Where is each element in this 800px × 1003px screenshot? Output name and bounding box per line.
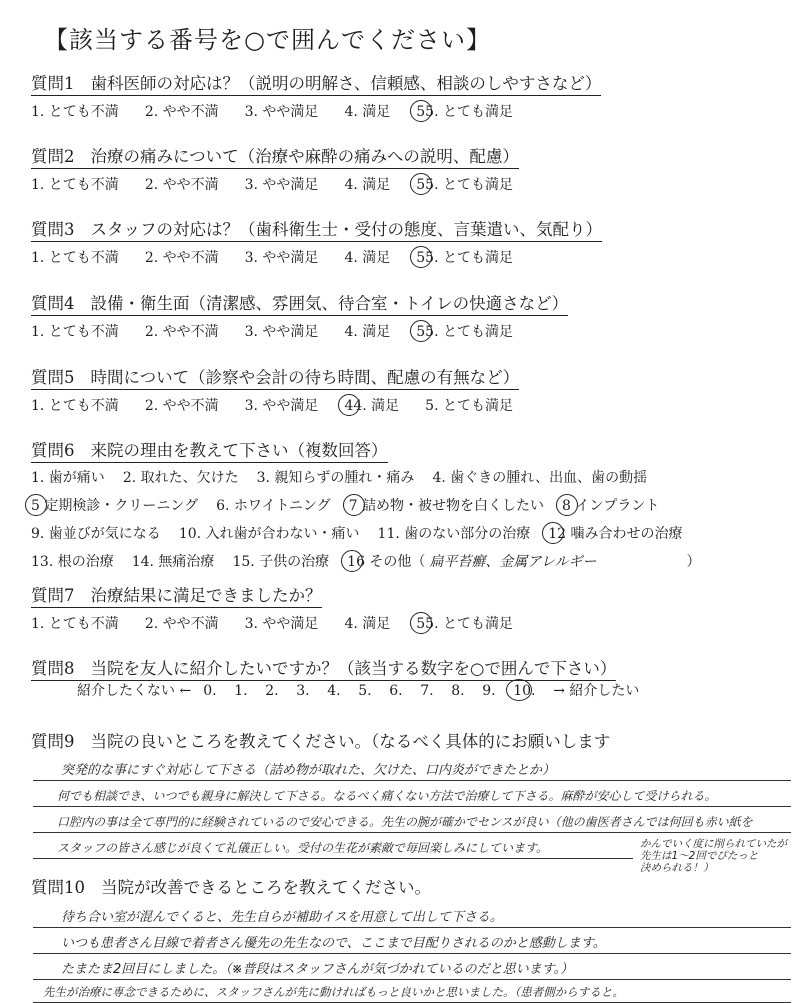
question-number: 質問9 <box>31 732 75 751</box>
scale-right-label: → 紹介したい <box>553 683 640 699</box>
question-number: 質問3 <box>31 220 75 239</box>
other-reason-text[interactable]: 扁平苔癬、金属アレルギー <box>429 554 597 570</box>
answer-line[interactable] <box>33 902 791 928</box>
option-3[interactable]: 3. やや満足 <box>244 616 319 632</box>
reason-option-selected[interactable]: 8 インプラント <box>562 498 660 514</box>
scale-point[interactable]: 7. <box>420 683 434 699</box>
option-5: 5. とても満足 <box>425 616 513 632</box>
scale-point[interactable]: 8. <box>451 683 465 699</box>
question-title: 時間について（診察や会計の待ち時間、配慮の有無など） <box>90 368 520 387</box>
reason-option[interactable]: 3. 親知らずの腫れ・痛み <box>256 470 415 486</box>
option-5: 5. とても満足 <box>425 177 513 193</box>
option-4[interactable]: 4. 満足 <box>344 104 391 120</box>
question-7 <box>31 582 539 633</box>
q6-row-3 <box>31 523 701 543</box>
option-2[interactable]: 2. やや不満 <box>144 398 219 414</box>
reason-option[interactable]: 9. 歯並びが気になる <box>31 526 161 542</box>
question-title: スタッフの対応は？（歯科衛生士・受付の態度、言葉遣い、気配り） <box>90 220 602 239</box>
answer-text: いつも患者さん目線で着者さん優先の先生なので、ここまで目配りされるのかと感動します。 <box>61 936 606 951</box>
option-2[interactable]: 2. やや不満 <box>144 616 219 632</box>
answer-options <box>31 613 539 633</box>
option-4[interactable]: 4. 満足 <box>344 177 391 193</box>
answer-options <box>31 321 568 341</box>
reason-option[interactable]: 4. 歯ぐきの腫れ、出血、歯の動揺 <box>432 470 648 486</box>
scale-point-selected[interactable]: 10. <box>513 683 553 699</box>
answer-text: 待ち合い室が混んでくると、先生自らが補助イスを用意して出して下さる。 <box>61 910 503 925</box>
reason-option-selected[interactable]: 12 噛み合わせの治療 <box>548 526 683 542</box>
scale-point[interactable]: 4. <box>327 683 341 699</box>
reason-option[interactable]: 14. 無痛治療 <box>131 554 215 570</box>
scale-point[interactable]: 5. <box>358 683 372 699</box>
answer-text: 先生が治療に専念できるために、スタッフさんが先に動ければもっと良いかと思いました。（患者側からすると。 <box>43 985 624 999</box>
question-number: 質問7 <box>31 586 75 605</box>
close-paren: ） <box>686 554 701 570</box>
selected-mark: 5 <box>416 104 426 120</box>
q9-side-note: かんでいく度に削られていたが 先生は1〜2回でぴたっと 決められる！） <box>640 838 787 874</box>
answer-text: 何でも相談でき、いつでも親身に解決して下さる。なるべく痛くない方法で治療して下さる。麻酔が安心して受けられる。 <box>57 789 717 803</box>
q10-answer-lines <box>33 902 791 1003</box>
reason-option-selected[interactable]: 16 その他（ <box>347 554 426 570</box>
reason-option[interactable]: 1. 歯が痛い <box>31 470 105 486</box>
option-5: 5. とても満足 <box>425 104 513 120</box>
option-1[interactable]: 1. とても不満 <box>31 104 119 120</box>
scale-point[interactable]: 6. <box>389 683 403 699</box>
q6-row-4 <box>31 551 701 571</box>
selected-mark: 5 <box>416 177 426 193</box>
question-6 <box>31 437 701 571</box>
reason-option[interactable]: 15. 子供の治療 <box>232 554 330 570</box>
reason-option[interactable]: 11. 歯のない部分の治療 <box>377 526 531 542</box>
answer-line[interactable] <box>33 928 791 954</box>
option-3[interactable]: 3. やや満足 <box>244 250 319 266</box>
answer-text: たまたま2回目にしました。（※普段はスタッフさんが気づかれているのだと思います。） <box>61 962 574 977</box>
answer-text: 口腔内の事は全て専門的に経験されているので安心できる。先生の腕が確かでセンスが良い（他の歯医者さんでは何回も赤い紙を <box>57 815 753 829</box>
answer-line[interactable] <box>33 980 791 1003</box>
answer-options <box>31 101 601 121</box>
reason-option[interactable]: 10. 入れ歯が合わない・痛い <box>178 526 360 542</box>
answer-line[interactable] <box>33 807 791 833</box>
reason-option-selected[interactable]: 7 詰め物・被せ物を白くしたい <box>348 498 544 514</box>
option-1[interactable]: 1. とても不満 <box>31 250 119 266</box>
option-2[interactable]: 2. やや不満 <box>144 250 219 266</box>
option-2[interactable]: 2. やや不満 <box>144 177 219 193</box>
answer-line[interactable] <box>33 781 791 807</box>
answer-options <box>31 395 539 415</box>
question-number: 質問1 <box>31 74 75 93</box>
question-1 <box>31 70 601 121</box>
question-4 <box>31 290 568 341</box>
scale-point[interactable]: 2. <box>265 683 279 699</box>
reason-option-selected[interactable]: 5 定期検診・クリーニング <box>31 498 199 514</box>
question-title: 当院が改善できるところを教えてください。 <box>101 878 431 897</box>
question-10 <box>31 874 431 898</box>
option-4[interactable]: 4. 満足 <box>344 324 391 340</box>
option-5: 5. とても満足 <box>425 324 513 340</box>
question-number: 質問6 <box>31 441 75 460</box>
question-number: 質問4 <box>31 294 75 313</box>
answer-text: スタッフの皆さん感じが良くて礼儀正しい。受付の生花が素敵で毎回楽しみにしています。 <box>57 841 549 855</box>
question-9 <box>31 728 610 752</box>
reason-option[interactable]: 2. 取れた、欠けた <box>122 470 239 486</box>
option-5[interactable]: 5. とても満足 <box>425 398 513 414</box>
answer-options <box>31 174 539 194</box>
selected-mark: 5 <box>416 324 426 340</box>
answer-line[interactable] <box>33 954 791 980</box>
question-title: 当院を友人に紹介したいですか？（該当する数字を○で囲んで下さい） <box>90 659 617 678</box>
option-4: 4. 満足 <box>353 398 400 414</box>
reason-option[interactable]: 6. ホワイトニング <box>216 498 331 514</box>
option-1[interactable]: 1. とても不満 <box>31 398 119 414</box>
question-title: 設備・衛生面（清潔感、雰囲気、待合室・トイレの快適さなど） <box>90 294 569 313</box>
q6-row-2 <box>31 495 701 515</box>
option-2[interactable]: 2. やや不満 <box>144 104 219 120</box>
option-3[interactable]: 3. やや満足 <box>244 398 319 414</box>
scale-point[interactable]: 1. <box>234 683 248 699</box>
answer-text: 突発的な事にすぐ対応して下さる（詰め物が取れた、欠けた、口内炎ができたとか） <box>61 763 556 778</box>
question-3 <box>31 216 602 267</box>
recommend-scale <box>77 680 639 700</box>
selected-mark: 5 <box>416 250 426 266</box>
question-title: 来院の理由を教えて下さい（複数回答） <box>90 441 388 460</box>
scale-point[interactable]: 9. <box>482 683 496 699</box>
option-4[interactable]: 4. 満足 <box>344 250 391 266</box>
question-title: 当院の良いところを教えてください。（なるべく具体的にお願いします <box>90 732 611 751</box>
question-number: 質問2 <box>31 147 75 166</box>
answer-line[interactable] <box>33 833 633 859</box>
selected-mark: 4 <box>344 398 354 414</box>
option-4[interactable]: 4. 満足 <box>344 616 391 632</box>
question-title: 治療結果に満足できましたか？ <box>90 586 322 605</box>
question-number: 質問10 <box>31 878 85 897</box>
question-title: 歯科医師の対応は？（説明の明解さ、信頼感、相談のしやすさなど） <box>90 74 602 93</box>
option-1[interactable]: 1. とても不満 <box>31 324 119 340</box>
answer-line[interactable] <box>33 755 791 781</box>
selected-mark: 5 <box>416 616 426 632</box>
scale-left-label: 紹介したくない ← <box>77 683 192 699</box>
question-title: 治療の痛みについて（治療や麻酔の痛みへの説明、配慮） <box>90 147 519 166</box>
scale-point[interactable]: 3. <box>296 683 310 699</box>
option-3[interactable]: 3. やや満足 <box>244 324 319 340</box>
reason-option[interactable]: 13. 根の治療 <box>31 554 114 570</box>
question-8 <box>31 655 616 681</box>
question-number: 質問5 <box>31 368 75 387</box>
page-title: 【該当する番号を○で囲んでください】 <box>44 26 491 54</box>
answer-options <box>31 247 602 267</box>
question-number: 質問8 <box>31 659 75 678</box>
option-3[interactable]: 3. やや満足 <box>244 104 319 120</box>
q6-row-1 <box>31 467 701 487</box>
question-2 <box>31 143 539 194</box>
scale-point[interactable]: 0. <box>203 683 217 699</box>
option-5: 5. とても満足 <box>425 250 513 266</box>
option-1[interactable]: 1. とても不満 <box>31 616 119 632</box>
option-3[interactable]: 3. やや満足 <box>244 177 319 193</box>
option-1[interactable]: 1. とても不満 <box>31 177 119 193</box>
question-5 <box>31 364 539 415</box>
option-2[interactable]: 2. やや不満 <box>144 324 219 340</box>
